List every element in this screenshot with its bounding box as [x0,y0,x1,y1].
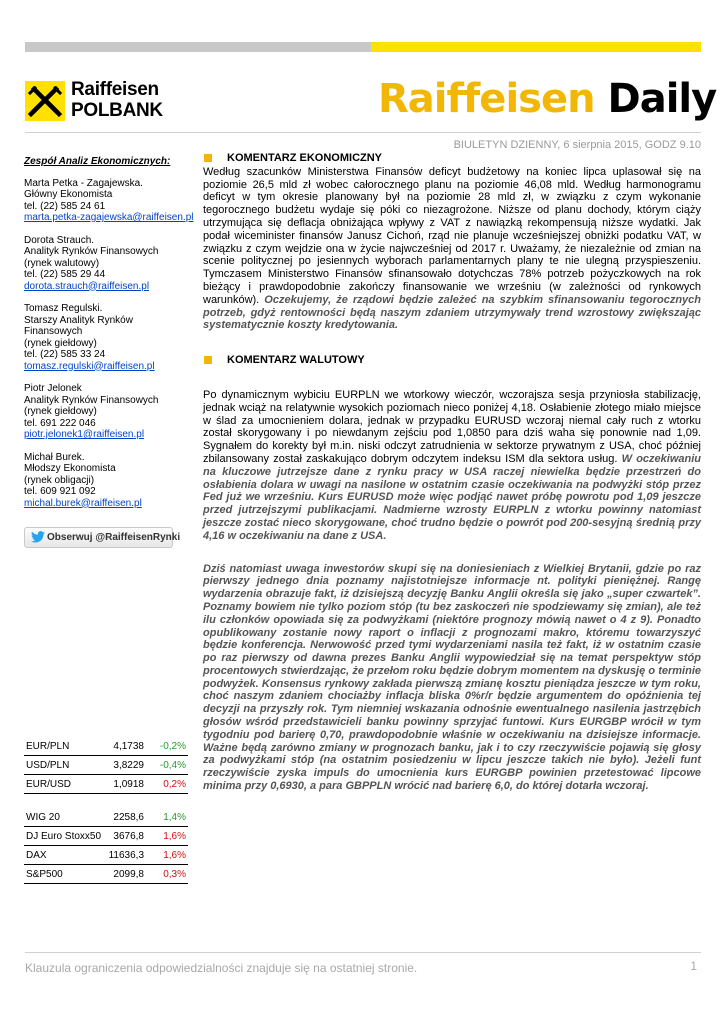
contact-phone: tel. 691 222 046 [24,417,96,429]
instrument-change: -0,4% [159,760,186,771]
economic-commentary-heading [203,152,701,165]
instrument-name: EUR/PLN [26,741,70,752]
table-row [24,827,188,846]
contact-role: Główny Ekonomista [24,189,113,200]
contact-phone: tel. 609 921 092 [24,486,96,497]
contact-role: Analityk Rynków Finansowych [24,394,159,406]
instrument-value: 3676,8 [113,831,144,842]
yellow-square-bullet-icon [204,154,212,162]
economic-commentary-text [203,166,701,332]
instrument-value: 4,1738 [113,741,144,752]
contact-phone: tel. (22) 585 24 61 [24,200,106,212]
bulletin-dateline: BIULETYN DZIENNY, 6 sierpnia 2015, GODZ 9.10 [453,139,701,151]
top-bar-gray [25,42,371,52]
instrument-change: 0,3% [163,869,186,880]
instrument-value: 3,8229 [113,760,144,771]
currency-emphasis: W oczekiwaniu na kluczowe jutrzejsze dane z rynku pracy w USA raczej niewielka będzie przestrzeń do osłabienia dolara w uwagi na nasilone w ostatnim czasie oczekiwania na podwyżki stóp przez Fed już we wrześniu. Kurs EURUSD może więc podjąć nawet próbę powrotu pod 1,09 jeszcze przed jutrzejszymi publikacjami. Nadmierne wzrosty EURPLN z wtorku powinny natomiast jeszcze zostać nieco skorygowane, choć trudno będzie o powrót pod 200-sesyjną średnią przy 4,16 w oczekiwaniu na dane z USA. [203,452,701,542]
brand-title [378,76,716,122]
contact-name: Marta Petka - Zagajewska. [24,177,143,189]
instrument-name: EUR/USD [26,779,72,790]
fx-rates-table [24,737,188,794]
heading-text: KOMENTARZ EKONOMICZNY [227,152,383,164]
instrument-change: 1,6% [163,831,186,842]
contact-card [24,235,194,293]
economic-emphasis: Oczekujemy, że rządowi będzie zależeć na szybkim sfinansowaniu tegorocznych potrzeb, gdyż rentowności będą naszym zdaniem utrzymywały trend wzrostowy zwiększając systematycznie koszty kredytowania. [203,293,701,332]
instrument-change: 1,4% [163,812,186,823]
contact-name: Dorota Strauch. [24,234,95,246]
instrument-name: DAX [26,850,47,861]
contact-email-link[interactable]: dorota.strauch@raiffeisen.pl [24,280,150,292]
brand-word-2: Daily [607,76,717,122]
instrument-value: 2258,6 [113,812,144,823]
contact-name: Piotr Jelonek [24,383,82,394]
instrument-value: 1,0918 [113,779,144,790]
instrument-value: 2099,8 [113,869,144,880]
contact-email-link[interactable]: piotr.jelonek1@raiffeisen.pl [24,429,145,440]
instrument-name: DJ Euro Stoxx50 [26,831,102,842]
instrument-name: S&P500 [26,869,63,880]
twitter-follow-button[interactable] [24,527,181,548]
currency-commentary-paragraph-2: Dziś natomiast uwaga inwestorów skupi się na doniesieniach z Wielkiej Brytanii, gdzie po raz pierwszy jednego dnia poznamy najistotniejsze informacje nt. polityki pieniężnej. Rangę wydarzenia obrazuje fakt, iż dzisiejszą decyzję Banku Anglii określa się jako „super czwartek”. Poznamy bowiem nie tylko poziom stóp (tu bez zaskoczeń nie spodziewamy się zmian), ale też ilu członków opowiada się za podwyżkami (niektóre prognozy mówią nawet o 4 z 9). Ponadto opublikowany zostanie nowy raport o inflacji z prognozami makro, któremu towarzyszyć będzie konferencja. Nerwowość przed tymi wydarzeniami nasila też fakt, iż w ostatnim czasie po raz pierwszy od dawna prezes Banku Anglii wypowiedział się na temat perspektyw stóp procentowych stwierdzając, że przełom roku będzie dobrym momentem na dyskusję o terminie podwyżek. Konsensus rynkowy zakłada pierwszą zmianę kosztu pieniądza jeszcze w tym roku, choć naszym zdaniem chociażby inflacja bliska 0%r/r będzie argumentem do opóźnienia tej decyzji na przyszły rok. Tym niemniej wskazania odnośnie ewentualnego nasilenia jastrzębich głosów wśród przedstawicieli banku powinny sprzyjać funtowi. Kurs EURGBP wrócił w tym tygodniu pod barierę 0,70, prawdopodobnie właśnie w oczekiwaniu na dzisiejsze informacje. Ważne będą zarówno zmiany w prognozach banku, jak i to czy rzeczywiście pojawią się głosy za podwyżkami stóp (na ostatnim posiedzeniu w lipcu jeszcze takich nie było). Jeżeli funt rzeczywiście zyska impuls do umocnienia kurs EURGBP powinien przetestować lipcowe minima przy 0,6930, a para GBPPLN wrócić nad barierę 6,0, do której dotarła wczoraj. [203,562,701,793]
instrument-change: 1,6% [163,850,186,861]
page-number: 1 [690,959,697,973]
table-row [24,737,188,756]
contact-email-link[interactable]: michal.burek@raiffeisen.pl [24,497,142,509]
currency-commentary-text [203,389,701,543]
contact-role: Młodszy Ekonomista [24,463,116,474]
contact-role: Analityk Rynków Finansowych [24,246,159,257]
contact-specialty: (rynek giełdowy) [24,337,97,349]
contact-specialty: (rynek obligacji) [24,474,95,486]
instrument-name: WIG 20 [26,812,60,823]
twitter-follow-label[interactable]: Obserwuj @RaiffeisenRynki [47,532,181,543]
contact-specialty: (rynek giełdowy) [24,406,97,417]
table-row [24,865,188,884]
contact-phone: tel. (22) 585 33 24 [24,349,106,360]
footer-divider [25,952,701,953]
economic-body: Według szacunków Ministerstwa Finansów deficyt budżetowy na koniec lipca uplasował się na poziomie 26,5 mld zł wobec całorocznego planu na poziomie 46,08 mld. Według harmonogramu deficyt w tym okresie planowany był na poziomie 28 mld zł, w związku z czym wykonanie tegorocznego budżetu wydaje się póki co niezagrożone. Niższe od planu dochody, którym ciąży utrzymująca się deflacja obniżająca wpływy z VAT z nawiązką rekompensują niższe wydatki. Jak podał wiceminister finansów Janusz Cichoń, rząd nie planuje wcześniejszej obniżki podatku VAT, w związku z czym wejdzie ona w życie najwcześniej od 2017 r. Uważamy, że niezależnie od zmian na scenie politycznej po jesiennych wyborach parlamentarnych plany te nie ulegną przyspieszeniu. Tymczasem Ministerstwo Finansów sfinansowało dotychczas 78% potrzeb pożyczkowych na rok bieżący i prawdopodobnie zakończy finansowanie we wrześniu (w zależności od rynkowych warunków). [203,165,701,306]
disclaimer-note: Klauzula ograniczenia odpowiedzialności znajduje się na ostatniej stronie. [25,961,418,975]
contact-email-link[interactable]: marta.petka-zagajewska@raiffeisen.pl [24,212,194,223]
top-bar-yellow [371,42,701,52]
main-content [203,152,701,793]
table-row [24,756,188,775]
instrument-value: 11636,3 [108,850,144,861]
currency-commentary-heading [203,354,701,367]
contact-phone: tel. (22) 585 29 44 [24,269,106,280]
table-row [24,775,188,794]
table-row [24,808,188,827]
contact-name: Tomasz Regulski. [24,303,103,314]
brand-word-1: Raiffeisen [378,76,595,122]
header-divider [25,132,701,133]
contact-card [24,452,194,510]
contact-email-link[interactable]: tomasz.regulski@raiffeisen.pl [24,360,155,372]
contact-card [24,303,194,372]
contact-name: Michał Burek. [24,451,85,463]
instrument-change: 0,2% [163,779,186,790]
table-row [24,846,188,865]
stock-index-table [24,808,188,884]
instrument-change: -0,2% [159,741,186,752]
twitter-bird-icon [31,531,45,543]
raiffeisen-gable-cross-icon [25,81,65,121]
raiffeisen-polbank-logo [25,78,185,128]
logo-line-1: Raiffeisen [71,79,159,100]
currency-body: Po dynamicznym wybiciu EURPLN we wtorkowy wieczór, wczorajsza sesja przyniosła stabilizację, jednak wciąż na relatywnie wysokich poziomach nieco poniżej 4,18. Osłabienie złotego miało miejsce w ślad za umocnieniem dolara, jednak w przypadku EURUSD wczoraj niemal cały ruch z wtorku został skorygowany i po niewdanym zejściu pod 1,0850 para dziś waha się ponownie nad 1,09. Sygnałem do korekty był m.in. niski odczyt zatrudnienia w sektorze prywatnym z USA, choć później zbilansowany został zaskakująco dobrym odczytem indeksu ISM dla sektora usług. [203,388,701,465]
contact-specialty: (rynek walutowy) [24,257,100,269]
logo-line-2: POLBANK [71,100,163,121]
heading-text: KOMENTARZ WALUTOWY [227,354,365,367]
contact-card [24,383,194,441]
sidebar-contacts [24,156,194,520]
team-title: Zespół Analiz Ekonomicznych: [24,156,171,167]
contact-card [24,178,194,224]
contact-role: Starszy Analityk Rynków Finansowych [24,314,133,337]
yellow-square-bullet-icon [204,356,212,364]
instrument-name: USD/PLN [26,760,70,771]
